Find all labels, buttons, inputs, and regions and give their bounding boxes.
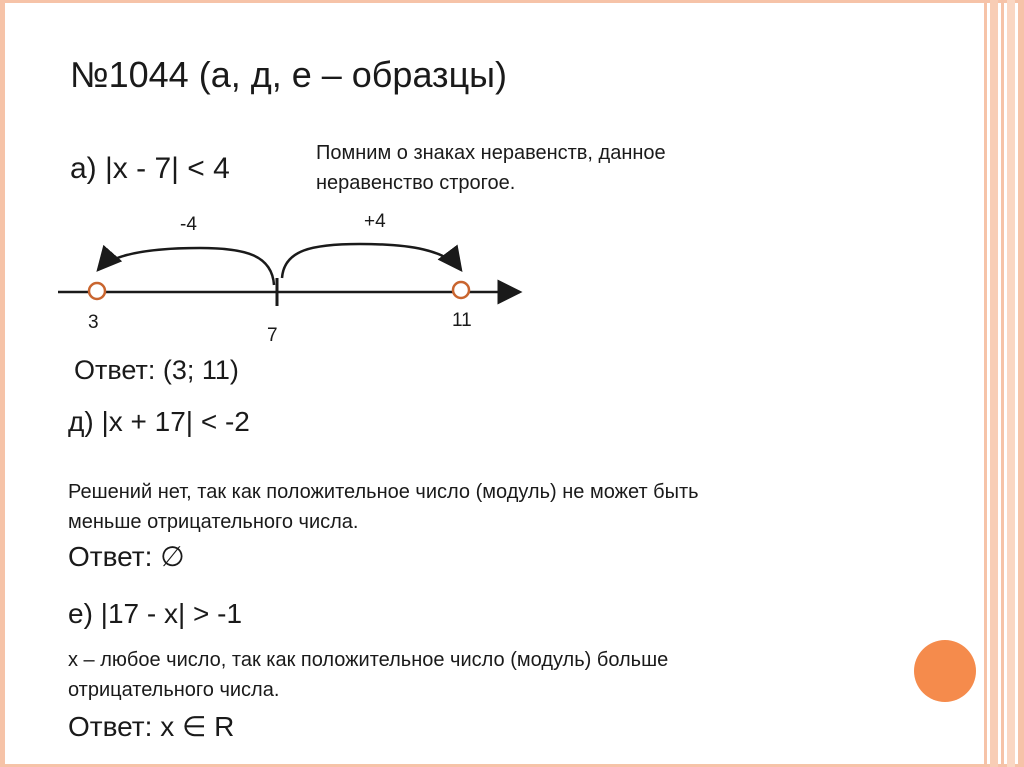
- part-e-explanation-line1: x – любое число, так как положительное число (модуль) больше: [68, 649, 669, 671]
- open-point-11: [453, 282, 469, 298]
- arc-arrow-left: [98, 248, 274, 285]
- part-e-answer: Ответ: x ∈ R: [68, 711, 235, 742]
- part-e-inequality: е) |17 - x| > -1: [68, 598, 243, 629]
- point-label-3: 3: [88, 312, 99, 333]
- part-d-inequality: д) |x + 17| < -2: [68, 406, 250, 437]
- step-right-label: +4: [364, 211, 386, 232]
- step-left-label: -4: [180, 214, 197, 235]
- part-e-explanation-line2: отрицательного числа.: [68, 679, 280, 701]
- part-a-note-line1: Помним о знаках неравенств, данное: [316, 142, 666, 164]
- part-a-note-line2: неравенство строгое.: [316, 172, 516, 194]
- part-a-inequality: а) |x - 7| < 4: [70, 152, 230, 185]
- point-label-7: 7: [267, 325, 278, 346]
- open-point-3: [89, 283, 105, 299]
- part-a-answer: Ответ: (3; 11): [74, 355, 239, 385]
- part-d-answer: Ответ: ∅: [68, 541, 185, 572]
- slide-title: №1044 (а, д, е – образцы): [70, 54, 508, 95]
- part-d-explanation-line1: Решений нет, так как положительное число (модуль) не может быть: [68, 481, 699, 503]
- point-label-11: 11: [452, 310, 472, 331]
- part-d-explanation-line2: меньше отрицательного числа.: [68, 511, 359, 533]
- arc-arrow-right: [282, 244, 461, 278]
